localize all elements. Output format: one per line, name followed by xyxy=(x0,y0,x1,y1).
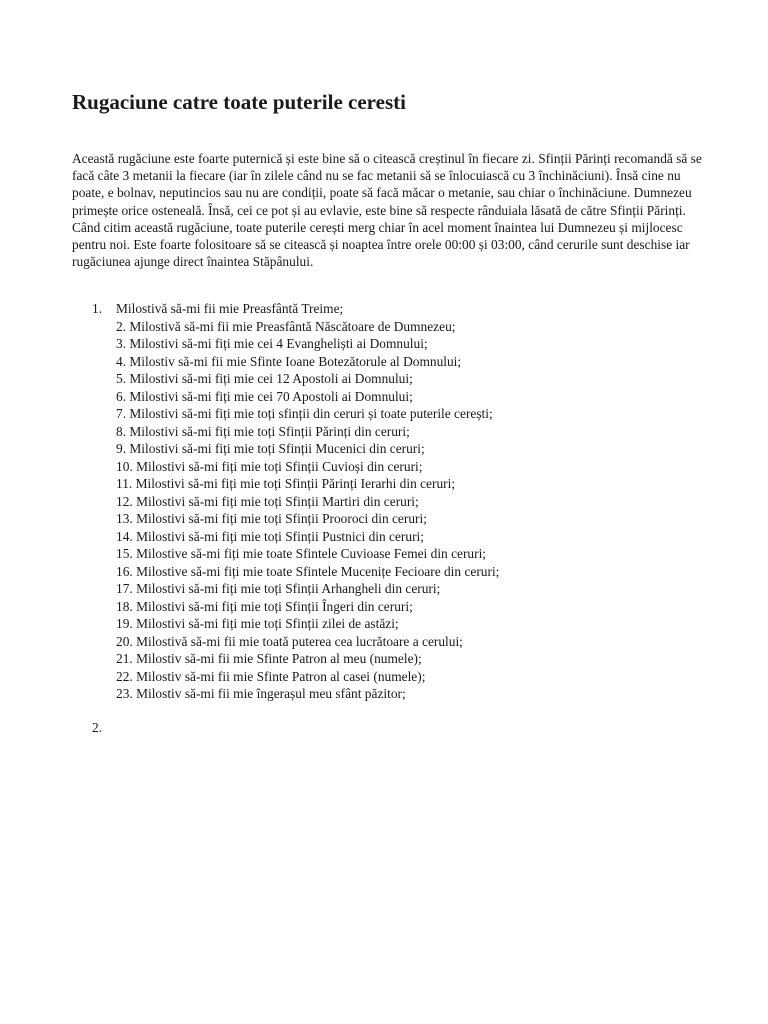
list-item-text: Milostivă să-mi fii mie Preasfântă Treime; xyxy=(116,301,344,316)
list-item: 11. Milostivi să-mi fiți mie toți Sfinții Părinți Ierarhi din ceruri; xyxy=(116,476,456,491)
list-item: 23. Milostiv să-mi fii mie îngerașul meu sfânt păzitor; xyxy=(116,686,406,701)
list-item: 17. Milostivi să-mi fiți mie toți Sfinții Arhangheli din ceruri; xyxy=(116,581,441,596)
list-item: 2. Milostivă să-mi fii mie Preasfântă Născătoare de Dumnezeu; xyxy=(116,318,456,334)
list-item: 10. Milostivi să-mi fiți mie toți Sfinții Cuvioși din ceruri; xyxy=(116,458,423,474)
list-item-number: 1. xyxy=(92,301,103,316)
intro-paragraph: Această rugăciune este foarte puternică și este bine să o citească creștinul în fiecare zi. Sfinții Părinți recomandă să se facă câte 3 metanii la fiecare (iar în zilele când nu se fac metanii să se înlocuiască cu 3 închinăciuni). Însă cine nu poate, e bolnav, neputincios sau nu are condiții, poate să facă măcar o metanie, sau chiar o închinăciune. Dumnezeu primește orice osteneală. Însă, cei ce pot și au evlavie, este bine să respecte rânduiala lăsată de către Sfinții Părinți. Când citim această rugăciune, toate puterile cerești merg chiar în acel moment înaintea lui Dumnezeu și mijlocesc pentru noi. Este foarte folositoare să se citească și noaptea între orele 00:00 și 03:00, când cerurile sunt deschise iar rugăciunea ajunge direct înaintea Stăpânului. xyxy=(72,151,702,270)
list-item: 4. Milostiv să-mi fii mie Sfinte Ioane Botezătorule al Domnului; xyxy=(116,353,462,369)
list-item-2 xyxy=(92,719,102,737)
list-item: 6. Milostivi să-mi fiți mie cei 70 Apostoli ai Domnului; xyxy=(116,388,413,404)
list-item: 19. Milostivi să-mi fiți mie toți Sfinții zilei de astăzi; xyxy=(116,616,399,631)
list-item-number: 2. xyxy=(92,720,103,735)
list-item: 13. Milostivi să-mi fiți mie toți Sfinții Prooroci din ceruri; xyxy=(116,511,427,526)
list-item: 7. Milostivi să-mi fiți mie toți sfinții din ceruri și toate puterile cerești; xyxy=(116,406,493,421)
list-item: 15. Milostive să-mi fiți mie toate Sfintele Cuvioase Femei din ceruri; xyxy=(116,546,487,561)
list-item: 12. Milostivi să-mi fiți mie toți Sfinții Martiri din ceruri; xyxy=(116,493,419,509)
prayer-sublist xyxy=(116,318,499,703)
list-item: 9. Milostivi să-mi fiți mie toți Sfinții Mucenici din ceruri; xyxy=(116,441,425,456)
list-item: 14. Milostivi să-mi fiți mie toți Sfinții Pustnici din ceruri; xyxy=(116,528,424,544)
list-item: 5. Milostivi să-mi fiți mie cei 12 Apostoli ai Domnului; xyxy=(116,371,413,386)
list-item: 16. Milostive să-mi fiți mie toate Sfintele Mucenițe Fecioare din ceruri; xyxy=(116,563,500,579)
document-title: Rugaciune catre toate puterile ceresti xyxy=(72,90,406,114)
list-item-1 xyxy=(92,300,343,318)
list-item: 20. Milostivă să-mi fii mie toată puterea cea lucrătoare a cerului; xyxy=(116,633,463,649)
list-item: 18. Milostivi să-mi fiți mie toți Sfinții Îngeri din ceruri; xyxy=(116,598,413,614)
list-item: 22. Milostiv să-mi fii mie Sfinte Patron al casei (numele); xyxy=(116,668,426,684)
list-item: 21. Milostiv să-mi fii mie Sfinte Patron al meu (numele); xyxy=(116,651,422,666)
list-item: 8. Milostivi să-mi fiți mie toți Sfinții Părinți din ceruri; xyxy=(116,423,410,439)
list-item: 3. Milostivi să-mi fiți mie cei 4 Evangheliști ai Domnului; xyxy=(116,336,428,351)
